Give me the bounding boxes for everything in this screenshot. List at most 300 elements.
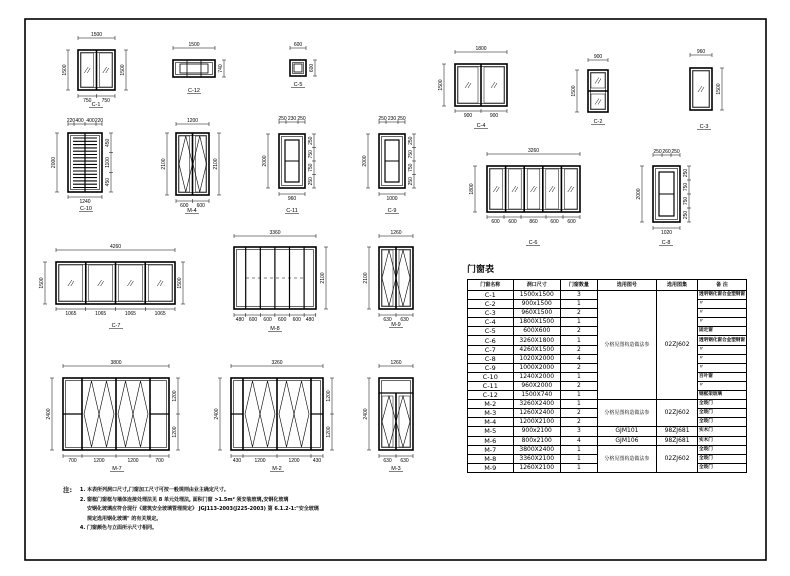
header-drawing-no: 选用图号 — [597, 280, 656, 291]
door-swing-mark — [179, 136, 193, 192]
cell-qty: 1 — [560, 445, 597, 454]
cell-remark: 固定窗 — [698, 327, 747, 336]
dimension-label: 1065 — [124, 311, 136, 317]
cell-size: 3360X2100 — [513, 454, 560, 463]
figure-label: M-3 — [391, 466, 401, 472]
door-swing-mark — [84, 381, 99, 447]
frame-outer — [487, 166, 580, 212]
header-name: 门窗名称 — [468, 280, 514, 291]
dimension-label: 250 — [397, 116, 406, 122]
figure-label: C-4 — [476, 123, 486, 129]
grille — [294, 64, 302, 72]
dimension-label: 750 — [308, 150, 314, 159]
cell-drawing-ref: GJM106 — [597, 436, 656, 445]
glass-mark — [71, 281, 74, 286]
elevation-m-4 — [161, 118, 221, 214]
elevation-m-9 — [363, 230, 413, 328]
note-item: 1. 本表所列洞口尺寸,门窗加工尺寸可按一般规则由业主确定尺寸。 — [87, 486, 363, 496]
door-swing-mark — [99, 381, 114, 447]
cell-size: 1020X2000 — [513, 354, 560, 363]
table-row — [468, 445, 747, 454]
dimension-label: 750 — [683, 196, 689, 206]
dimension-label: 250 — [683, 210, 689, 220]
dimension-label: 900 — [593, 54, 603, 60]
dimension-label: 250 — [408, 177, 414, 186]
cell-size: 3800X2400 — [513, 445, 560, 454]
dimension-label: 260 — [662, 149, 671, 155]
dimension-label: 1200 — [326, 390, 332, 402]
dimension-label: 1200 — [254, 458, 266, 464]
elevation-c-4 — [438, 46, 507, 129]
cell-drawing-ref: 分格见图构造做法参 — [597, 400, 656, 427]
cell-qty: 2 — [560, 381, 597, 390]
glass-pane — [509, 169, 522, 209]
cell-remark: 〃 — [698, 381, 747, 390]
dimension-label: 3360 — [269, 230, 281, 236]
cell-qty: 2 — [560, 409, 597, 418]
glass-pane — [458, 67, 478, 103]
dimension-label: 2100 — [161, 158, 167, 170]
figure-label: C-8 — [661, 240, 671, 246]
dimension-label: 600 — [491, 219, 500, 225]
dimension-label: 230 — [287, 116, 297, 122]
dimension-label: 3260 — [527, 148, 540, 154]
figure-label: C-3 — [699, 124, 709, 130]
cell-remark: 〃 — [698, 345, 747, 354]
elevation-m-2 — [214, 360, 334, 472]
dimension-label: 900 — [489, 113, 499, 119]
dimension-label: 430 — [232, 458, 242, 464]
cell-qty: 1 — [560, 336, 597, 345]
dimension-label: 600 — [278, 317, 287, 323]
header-qty: 门窗数量 — [560, 280, 597, 291]
glass-pane — [89, 265, 113, 301]
glass-mark — [598, 79, 601, 84]
glass-mark — [515, 187, 518, 192]
glass-pane — [484, 67, 504, 103]
elevation-c-9 — [362, 116, 416, 214]
cell-qty: 4 — [560, 436, 597, 445]
dimension-label: 3260 — [271, 360, 283, 366]
figure-label: C-1 — [91, 102, 101, 108]
glass-mark — [87, 68, 90, 73]
dimension-label: 1500 — [62, 64, 68, 76]
dimension-label: 3800 — [110, 360, 122, 366]
dimension-label: 1200 — [172, 390, 178, 402]
dimension-label: 450 — [105, 177, 111, 187]
dimension-label: 1800 — [469, 183, 475, 195]
glass-pane — [148, 265, 172, 301]
dimension-label: 250 — [278, 116, 287, 122]
dimension-label: 750 — [83, 98, 92, 104]
cell-atlas-ref: 02ZJ602 — [657, 291, 698, 400]
elevation-c-12 — [173, 42, 226, 94]
figure-label: C-6 — [528, 240, 538, 246]
elevation-c-3 — [690, 49, 724, 130]
dimension-label: 400 — [75, 118, 84, 124]
note-item: 安钢化玻璃应符合现行《建筑安全玻璃管理规定》 JGJ113-2003(J225-2003) 第 6.1.2-1:"安全玻璃 — [87, 506, 319, 513]
note-item: 2. 窗框门窗框与墙体连接处理法见 8 单元处理法, 面积门窗 >1.5m² 须安装玻璃,安钢化玻璃 — [87, 496, 363, 506]
dimension-label: 750 — [408, 163, 414, 172]
dimension-label: 450 — [105, 138, 111, 148]
glass-pane — [490, 169, 503, 209]
cell-qty: 3 — [560, 291, 597, 300]
dimension-label: 230 — [387, 116, 397, 122]
dimension-label: 1065 — [154, 311, 166, 317]
dimension-label: 2000 — [636, 188, 642, 200]
figure-label: M-8 — [270, 326, 280, 332]
dimension-label: 1500 — [120, 64, 126, 76]
dimension-label: 600 — [292, 317, 301, 323]
header-size: 洞口尺寸 — [513, 280, 560, 291]
elevation-c-5 — [290, 42, 317, 88]
elevation-c-1 — [62, 32, 128, 108]
dimension-label: 250 — [653, 149, 662, 155]
cell-mark: C-3 — [468, 309, 514, 318]
notes-label: 注: — [63, 486, 73, 494]
elevation-c-7 — [39, 244, 185, 329]
cell-qty: 1 — [560, 391, 597, 400]
elevation-c-8 — [636, 149, 691, 246]
glass-mark — [160, 281, 163, 286]
dimension-label: 250 — [308, 177, 314, 186]
dimension-label: 630 — [383, 317, 392, 323]
elevation-c-11 — [262, 116, 316, 214]
cell-drawing-ref: 分格见图构造做法参 — [597, 291, 656, 400]
glass-mark — [701, 87, 704, 92]
door-swing-mark — [279, 381, 294, 447]
cell-qty: 2 — [560, 345, 597, 354]
dimension-label: 750 — [408, 150, 414, 159]
figure-label: M-7 — [112, 466, 122, 472]
dimension-label: 250 — [297, 116, 306, 122]
dimension-label: 480 — [305, 317, 315, 323]
cell-size: 1000X2000 — [513, 363, 560, 372]
elevation-m-8 — [234, 230, 328, 332]
dimension-label: 1500 — [39, 277, 45, 289]
dimension-label: 250 — [308, 136, 314, 145]
dimension-label: 1000 — [386, 196, 398, 202]
cell-mark: C-6 — [468, 336, 514, 345]
dimension-label: 1260 — [390, 230, 402, 236]
cell-qty: 1 — [560, 372, 597, 381]
door-swing-mark — [294, 381, 309, 447]
cell-mark: C-4 — [468, 318, 514, 327]
cell-size: 960X1500 — [513, 309, 560, 318]
dimension-label: 600 — [180, 203, 189, 209]
glass-pane — [81, 53, 94, 87]
dimension-label: 700 — [155, 458, 164, 464]
dimension-label: 600 — [248, 317, 258, 323]
dimension-label: 740 — [218, 64, 224, 73]
cell-size: 800x2100 — [513, 436, 560, 445]
glass-pane — [564, 169, 577, 209]
cell-mark: M-3 — [468, 409, 514, 418]
grille — [180, 64, 208, 73]
dimension-label: 4260 — [109, 244, 122, 250]
door-swing-mark — [133, 381, 148, 447]
cell-qty: 1 — [560, 463, 597, 472]
glass-pane — [591, 73, 605, 88]
dimension-label: 2100 — [213, 158, 219, 170]
schedule-header-row — [468, 280, 747, 291]
header-remarks: 备 注 — [698, 280, 747, 291]
dimension-label: 1200 — [93, 458, 105, 464]
cell-mark: M-9 — [468, 463, 514, 472]
cell-mark: M-2 — [468, 400, 514, 409]
cell-size: 4260X1500 — [513, 345, 560, 354]
dimension-label: 600 — [309, 63, 315, 73]
figure-label: M-4 — [187, 208, 197, 214]
cell-remark: 实木门 — [698, 427, 747, 436]
dimension-label: 250 — [671, 149, 680, 155]
frame-outer — [690, 68, 712, 110]
dimension-label: 960 — [287, 196, 297, 202]
glass-mark — [496, 187, 499, 192]
cell-remark: 〃 — [698, 300, 747, 309]
dimension-label: 250 — [378, 116, 387, 122]
dimension-label: 1500 — [177, 277, 183, 289]
cell-size: 600X600 — [513, 327, 560, 336]
table-row — [468, 400, 747, 409]
dimension-label: 600 — [293, 42, 303, 48]
cell-mark: M-4 — [468, 418, 514, 427]
note-item: 规定选用钢化玻璃" 的有关规定。 — [87, 515, 162, 522]
door-swing-mark — [245, 381, 260, 447]
cell-remark: 透明钢化窗合金塑钢窗 — [698, 291, 747, 300]
cell-drawing-ref: 分格见图构造做法参 — [597, 445, 656, 472]
glass-pane — [100, 53, 113, 87]
glass-pane — [119, 265, 143, 301]
cell-mark: C-8 — [468, 354, 514, 363]
glass-mark — [468, 83, 471, 88]
cell-mark: C-11 — [468, 381, 514, 390]
glass-pane — [693, 71, 709, 107]
dimension-label: 1200 — [326, 426, 332, 438]
dimension-label: 1240 — [79, 199, 91, 205]
cell-mark: C-9 — [468, 363, 514, 372]
table-row — [468, 291, 747, 300]
figure-label: C-5 — [293, 82, 303, 88]
dimension-label: 1200 — [172, 426, 178, 438]
dimension-label: 2400 — [214, 408, 220, 420]
dimension-label: 600 — [550, 219, 559, 225]
glass-mark — [571, 187, 574, 192]
elevation-c-6 — [469, 148, 580, 246]
door-swing-mark — [396, 250, 410, 306]
dimension-label: 630 — [383, 458, 392, 464]
cell-qty: 1 — [560, 318, 597, 327]
cell-qty: 2 — [560, 309, 597, 318]
dimension-label: 630 — [400, 317, 409, 323]
dimension-label: 430 — [312, 458, 322, 464]
figure-label: M-2 — [272, 466, 282, 472]
glass-pane — [196, 136, 207, 192]
dimension-label: 1100 — [105, 157, 111, 168]
general-notes — [63, 486, 363, 534]
dimension-label: 1065 — [95, 311, 107, 317]
dimension-label: 1200 — [288, 458, 300, 464]
glass-pane — [591, 94, 605, 109]
cell-size: 900x1500 — [513, 300, 560, 309]
cell-size: 1240X2000 — [513, 372, 560, 381]
dimension-label: 2100 — [363, 272, 369, 284]
dimension-label: 900 — [463, 113, 473, 119]
cell-mark: C-7 — [468, 345, 514, 354]
cell-size: 3260X1800 — [513, 336, 560, 345]
dimension-label: 2000 — [362, 155, 368, 167]
dimension-label: 1500 — [188, 42, 200, 48]
figure-label: C-10 — [80, 206, 92, 212]
cell-remark: 百叶窗 — [698, 372, 747, 381]
glass-pane — [546, 169, 559, 209]
dimension-label: 1065 — [65, 311, 77, 317]
glass-mark — [598, 100, 601, 105]
cell-mark: M-8 — [468, 454, 514, 463]
figure-label: C-11 — [286, 208, 298, 214]
dimension-label: 2000 — [262, 155, 268, 167]
elevation-c-10 — [51, 118, 113, 212]
cell-drawing-ref: GJM101 — [597, 427, 656, 436]
cell-qty: 1 — [560, 400, 597, 409]
dimension-label: 600 — [567, 219, 576, 225]
dimension-label: 700 — [68, 458, 77, 464]
cell-size: 1260X2100 — [513, 463, 560, 472]
cell-mark: M-7 — [468, 445, 514, 454]
dimension-label: 220 — [66, 118, 76, 124]
dimension-label: 250 — [683, 168, 689, 178]
cell-atlas-ref: 02ZJ602 — [657, 400, 698, 427]
cell-remark: 全玻门 — [698, 463, 747, 472]
dimension-label: 1020 — [660, 230, 673, 236]
dimension-label: 1500 — [438, 79, 444, 91]
cell-qty: 3 — [560, 427, 597, 436]
door-swing-mark — [193, 136, 207, 192]
glass-pane — [59, 265, 83, 301]
note-item: 4. 门窗颜色与立面所示尺寸相同。 — [87, 524, 363, 534]
schedule-title: 门窗表 — [467, 265, 495, 275]
cell-qty: 4 — [560, 354, 597, 363]
dimension-label: 600 — [263, 317, 272, 323]
dimension-label: 750 — [683, 182, 689, 192]
cell-remark: 〃 — [698, 318, 747, 327]
cell-qty: 2 — [560, 327, 597, 336]
dimension-label: 2100 — [320, 272, 326, 284]
glass-mark — [494, 83, 497, 88]
cell-size: 3260X2400 — [513, 400, 560, 409]
elevation-c-2 — [571, 54, 608, 125]
glass-mark — [552, 187, 555, 192]
door-swing-mark — [382, 250, 396, 306]
dimension-label: 860 — [529, 219, 538, 225]
cell-mark: C-12 — [468, 391, 514, 400]
glass-mark — [106, 68, 109, 73]
door-swing-mark — [118, 381, 133, 447]
door-window-schedule — [467, 279, 747, 473]
cell-qty: 1 — [560, 300, 597, 309]
elevation-m-3 — [363, 360, 413, 472]
door-swing-mark — [396, 396, 410, 447]
cell-remark: 全玻门 — [698, 445, 747, 454]
dimension-label: 1500 — [716, 83, 722, 95]
dimension-label: 960 — [696, 49, 706, 55]
dimension-label: 1500 — [90, 32, 103, 38]
cell-remark: 全玻门 — [698, 418, 747, 427]
dimension-label: 2400 — [363, 408, 369, 420]
glass-mark — [534, 187, 537, 192]
cell-size: 1500X740 — [513, 391, 560, 400]
dimension-label: 2000 — [51, 156, 57, 169]
dimension-label: 400 — [86, 118, 95, 124]
cell-remark: 钢框架玻璃 — [698, 391, 747, 400]
dimension-label: 600 — [196, 203, 205, 209]
glass-mark — [101, 281, 104, 286]
figure-label: M-9 — [391, 322, 401, 328]
cell-size: 1800X1500 — [513, 318, 560, 327]
cell-size: 1260X2400 — [513, 409, 560, 418]
cell-remark: 全玻门 — [698, 454, 747, 463]
cell-remark: 全玻门 — [698, 400, 747, 409]
cell-remark: 〃 — [698, 363, 747, 372]
dimension-label: 2400 — [46, 408, 52, 420]
header-atlas: 选用图集 — [657, 280, 698, 291]
glass-pane — [527, 169, 540, 209]
dimension-label: 250 — [408, 136, 414, 145]
elevation-m-7 — [46, 360, 180, 472]
cell-mark: M-6 — [468, 436, 514, 445]
cell-size: 1200X2100 — [513, 418, 560, 427]
frame-inner — [693, 71, 710, 108]
cell-qty: 2 — [560, 363, 597, 372]
figure-label: C-12 — [188, 88, 200, 94]
dimension-label: 1200 — [186, 118, 199, 124]
dimension-label: 480 — [235, 317, 245, 323]
cell-mark: C-5 — [468, 327, 514, 336]
dimension-label: 750 — [101, 98, 110, 104]
cell-remark: 透明钢化窗合金塑钢窗 — [698, 336, 747, 345]
figure-label: C-2 — [593, 119, 603, 125]
door-swing-mark — [260, 381, 275, 447]
table-row — [468, 427, 747, 436]
cell-mark: M-5 — [468, 427, 514, 436]
glass-mark — [130, 281, 133, 286]
cell-remark: 全玻门 — [698, 409, 747, 418]
cell-remark: 〃 — [698, 354, 747, 363]
cell-remark: 〃 — [698, 309, 747, 318]
cell-size: 1500x1500 — [513, 291, 560, 300]
dimension-label: 1800 — [475, 46, 487, 52]
table-row — [468, 436, 747, 445]
cell-qty: 2 — [560, 418, 597, 427]
dimension-label: 1260 — [390, 360, 402, 366]
figure-label: C-9 — [387, 208, 397, 214]
cell-size: 900x2100 — [513, 427, 560, 436]
dimension-label: 220 — [94, 118, 104, 124]
cell-qty: 1 — [560, 454, 597, 463]
cell-mark: C-1 — [468, 291, 514, 300]
cell-atlas-ref: 98ZJ681 — [657, 427, 698, 436]
dimension-label: 750 — [308, 163, 314, 172]
door-swing-mark — [382, 396, 396, 447]
cell-atlas-ref: 02ZJ602 — [657, 445, 698, 472]
cell-remark: 实木门 — [698, 436, 747, 445]
cell-atlas-ref: 98ZJ681 — [657, 436, 698, 445]
dimension-label: 600 — [508, 219, 517, 225]
dimension-label: 630 — [400, 458, 409, 464]
cell-mark: C-2 — [468, 300, 514, 309]
cell-size: 960X2000 — [513, 381, 560, 390]
dimension-label: 1200 — [127, 458, 139, 464]
